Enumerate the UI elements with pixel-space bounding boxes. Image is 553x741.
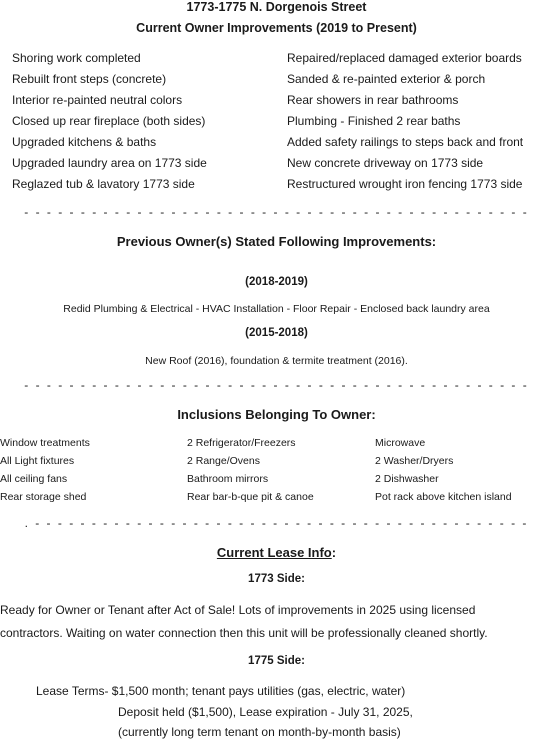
section-divider: . - - - - - - - - - - - - - - - - - - - - - - - - - - - - - - - - - - - - - - - - - - - - <box>24 516 529 530</box>
section-title-lease-info <box>0 545 553 560</box>
inclusions-column-1 <box>0 434 90 506</box>
lease-heading-text: Current Lease Info <box>216 545 332 560</box>
section-title-previous-owner: Previous Owner(s) Stated Following Improvements: <box>116 234 437 249</box>
improvement-item: New concrete driveway on 1773 side <box>287 156 484 170</box>
improvement-item: Sanded & re-painted exterior & porch <box>287 72 486 86</box>
inclusion-item: 2 Washer/Dryers <box>375 455 454 467</box>
inclusion-item: Bathroom mirrors <box>187 473 269 485</box>
improvements-right-column <box>287 48 523 195</box>
period-label-2018-2019: (2018-2019) <box>245 276 308 288</box>
period-text-2015-2018: New Roof (2016), foundation & termite treatment (2016). <box>145 355 408 367</box>
section-divider: - - - - - - - - - - - - - - - - - - - - - - - - - - - - - - - - - - - - - - - - - - - - - <box>24 378 529 392</box>
period-text-2018-2019: Redid Plumbing & Electrical - HVAC Installation - Floor Repair - Enclosed back laundry area <box>63 303 490 315</box>
inclusion-item: 2 Refrigerator/Freezers <box>187 437 296 449</box>
inclusion-item: Rear storage shed <box>0 491 87 503</box>
period-label-2015-2018: (2015-2018) <box>245 327 308 339</box>
inclusion-item: Pot rack above kitchen island <box>375 491 512 503</box>
improvement-item: Closed up rear fireplace (both sides) <box>12 114 206 128</box>
improvement-item: Rebuilt front steps (concrete) <box>12 72 167 86</box>
side-1775-tenant-note: (currently long term tenant on month-by-month basis) <box>118 725 401 739</box>
side-1775-label: 1775 Side: <box>248 655 305 667</box>
improvement-item: Repaired/replaced damaged exterior boards <box>287 51 522 65</box>
improvement-item: Shoring work completed <box>12 51 141 65</box>
side-1775-lease-terms: Lease Terms- $1,500 month; tenant pays utilities (gas, electric, water) <box>36 684 406 698</box>
side-1773-line: contractors. Waiting on water connection then this unit will be professionally cleaned shortly. <box>0 626 488 640</box>
inclusion-item: Microwave <box>375 437 426 449</box>
inclusion-item: Window treatments <box>0 437 90 449</box>
page-title: 1773-1775 N. Dorgenois Street <box>186 0 367 14</box>
improvement-item: Reglazed tub & lavatory 1773 side <box>12 177 195 191</box>
lease-heading-colon: : <box>331 545 337 560</box>
side-1773-description <box>0 599 553 645</box>
improvements-left-column <box>12 48 207 195</box>
section-title-current-improvements: Current Owner Improvements (2019 to Present) <box>136 21 417 35</box>
inclusion-item: 2 Range/Ovens <box>187 455 260 467</box>
improvement-item: Plumbing - Finished 2 rear baths <box>287 114 461 128</box>
inclusions-column-2 <box>187 434 314 506</box>
improvement-item: Interior re-painted neutral colors <box>12 93 183 107</box>
inclusions-column-3 <box>375 434 512 506</box>
side-1773-label: 1773 Side: <box>248 573 305 585</box>
improvement-item: Added safety railings to steps back and front <box>287 135 524 149</box>
inclusion-item: All Light fixtures <box>0 455 75 467</box>
side-1775-deposit: Deposit held ($1,500), Lease expiration - July 31, 2025, <box>118 705 413 719</box>
inclusion-item: All ceiling fans <box>0 473 68 485</box>
improvement-item: Upgraded kitchens & baths <box>12 135 157 149</box>
side-1773-line: Ready for Owner or Tenant after Act of Sale! Lots of improvements in 2025 using licensed <box>0 603 476 617</box>
improvement-item: Rear showers in rear bathrooms <box>287 93 459 107</box>
section-divider: - - - - - - - - - - - - - - - - - - - - - - - - - - - - - - - - - - - - - - - - - - - - - <box>24 205 529 219</box>
section-title-inclusions: Inclusions Belonging To Owner: <box>177 407 376 422</box>
improvement-item: Restructured wrought iron fencing 1773 side <box>287 177 523 191</box>
inclusion-item: Rear bar-b-que pit & canoe <box>187 491 314 503</box>
improvement-item: Upgraded laundry area on 1773 side <box>12 156 207 170</box>
inclusion-item: 2 Dishwasher <box>375 473 439 485</box>
